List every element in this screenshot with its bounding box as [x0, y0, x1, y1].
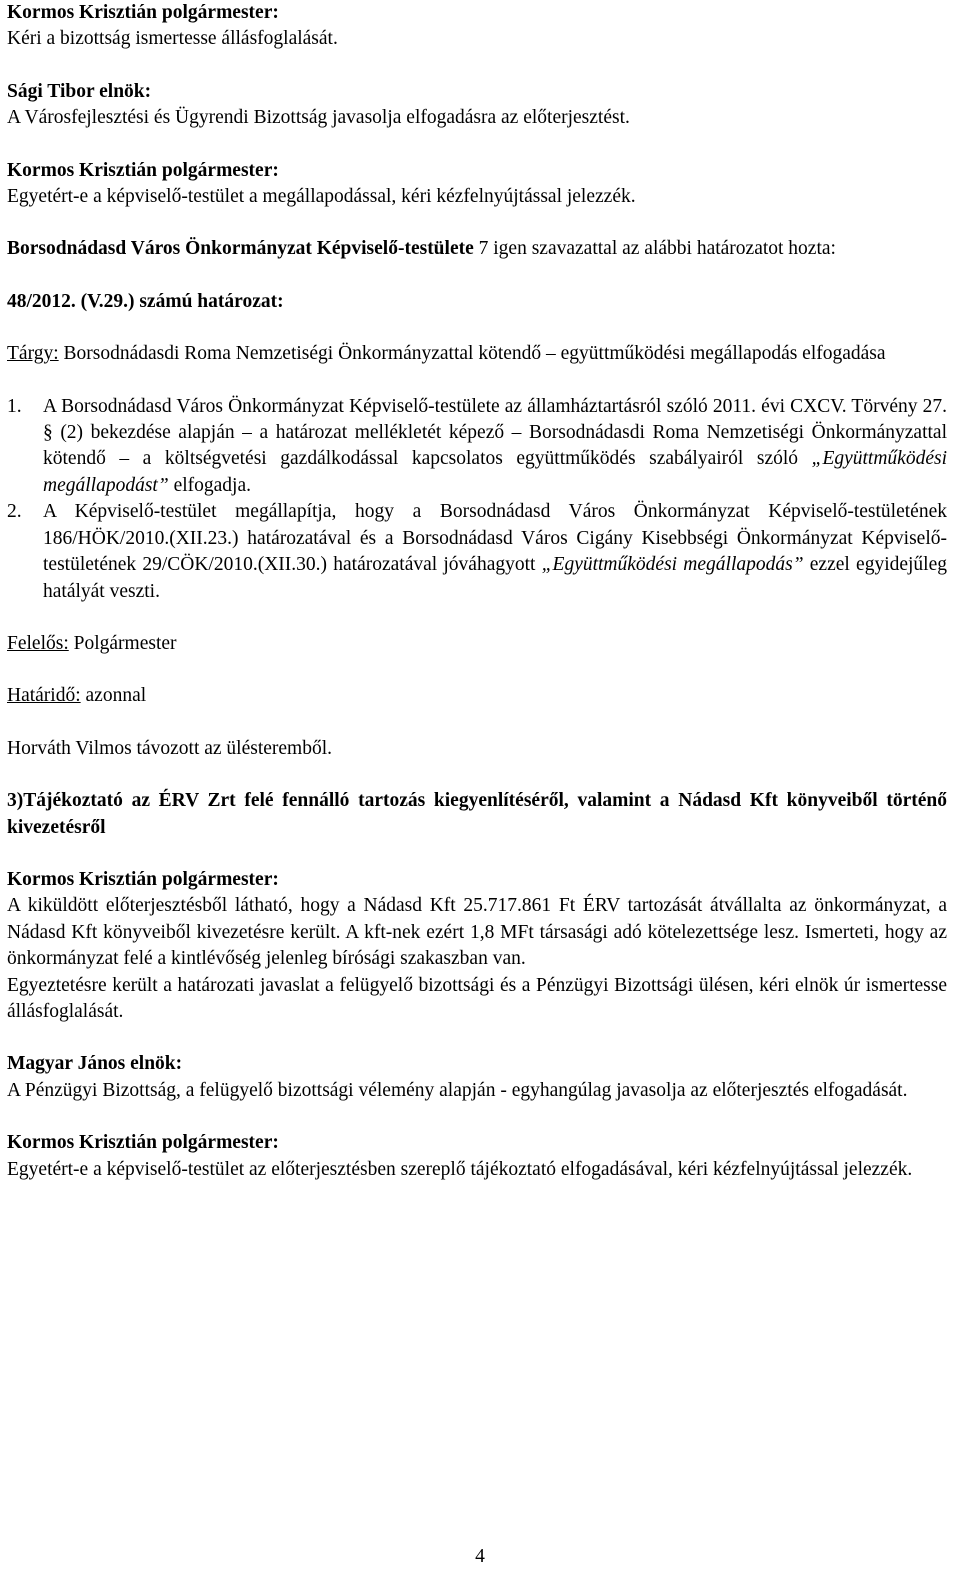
vote-statement: Borsodnádasd Város Önkormányzat Képviselő-testülete 7 igen szavazattal az alábbi határozatot hozta:	[7, 238, 836, 260]
speaker-heading: Kormos Krisztián polgármester:	[7, 1132, 279, 1154]
paragraph: Egyetért-e a képviselő-testület az előterjesztésben szereplő tájékoztató elfogadásával, kéri kézfelnyújtással jelezzék.	[7, 1158, 913, 1180]
page-number: 4	[475, 1546, 485, 1567]
resolution-title: 48/2012. (V.29.) számú határozat:	[7, 290, 284, 312]
speaker-heading: Sági Tibor elnök:	[7, 80, 152, 102]
speaker-heading: Kormos Krisztián polgármester:	[7, 159, 279, 181]
paragraph: A kiküldött előterjesztésből látható, hogy a Nádasd Kft 25.717.861 Ft ÉRV tartozását átvállalta az önkormányzat, a Nádasd Kft könyveiből kivezetésre került. A kft-nek ezért 1,8 MFt társasági adó kötelezettsége lesz. Ismerteti, hogy az önkormányzat felé a kintlévőség jelenleg bírósági szakaszban van.	[7, 895, 947, 970]
resolution-item: 1. A Borsodnádasd Város Önkormányzat Képviselő-testülete az államháztartásról szóló 2011. évi CXCV. Törvény 27. § (2) bekezdése alapján – a határozat mellékletét képező – Borsodnádasdi Roma Nemzetiségi Önkormányzattal kötendő – a költségvetési gazdálkodással kapcsolatos együttműködés szabályairól szóló „Együttműködési megállapodást” elfogadja.	[7, 395, 947, 496]
resolution-subject: Tárgy: Borsodnádasdi Roma Nemzetiségi Önkormányzattal kötendő – együttműködési megállapodás elfogadása	[7, 343, 886, 365]
document-page	[7, 0, 947, 1183]
speaker-heading: Kormos Krisztián polgármester:	[7, 868, 279, 890]
responsible-line: Felelős: Polgármester	[7, 632, 177, 654]
speaker-heading: Kormos Krisztián polgármester:	[7, 2, 279, 23]
resolution-items	[7, 394, 947, 605]
paragraph: Egyetért-e a képviselő-testület a megállapodással, kéri kézfelnyújtással jelezzék.	[7, 186, 636, 208]
paragraph: A Pénzügyi Bizottság, a felügyelő bizottsági vélemény alapján - egyhangúlag javasolja az előterjesztés elfogadását.	[7, 1079, 908, 1101]
paragraph: Egyeztetésre került a határozati javaslat a felügyelő bizottsági és a Pénzügyi Bizottsági ülésen, kéri elnök úr ismertesse állásfoglalását.	[7, 974, 947, 1022]
speaker-heading: Magyar János elnök:	[7, 1053, 183, 1075]
paragraph: A Városfejlesztési és Ügyrendi Bizottság javasolja elfogadásra az előterjesztést.	[7, 107, 630, 129]
resolution-item: 2. A Képviselő-testület megállapítja, hogy a Borsodnádasd Város Önkormányzat Képviselő-testületének 186/HÖK/2010.(XII.23.) határozatával és a Borsodnádasd Város Cigány Kisebbségi Önkormányzat Képviselő-testületének 29/CÖK/2010.(XII.30.) határozatával jóváhagyott „Együttműködési megállapodás” ezzel egyidejűleg hatályát veszti.	[7, 501, 948, 602]
paragraph: Kéri a bizottság ismertesse állásfoglalását.	[7, 28, 338, 50]
note-line: Horváth Vilmos távozott az ülésteremből.	[7, 737, 333, 759]
agenda-item-heading: 3)Tájékoztató az ÉRV Zrt felé fennálló tartozás kiegyenlítéséről, valamint a Nádasd Kft könyveiből történő kivezetésről	[7, 790, 947, 838]
deadline-line: Határidő: azonnal	[7, 685, 147, 707]
